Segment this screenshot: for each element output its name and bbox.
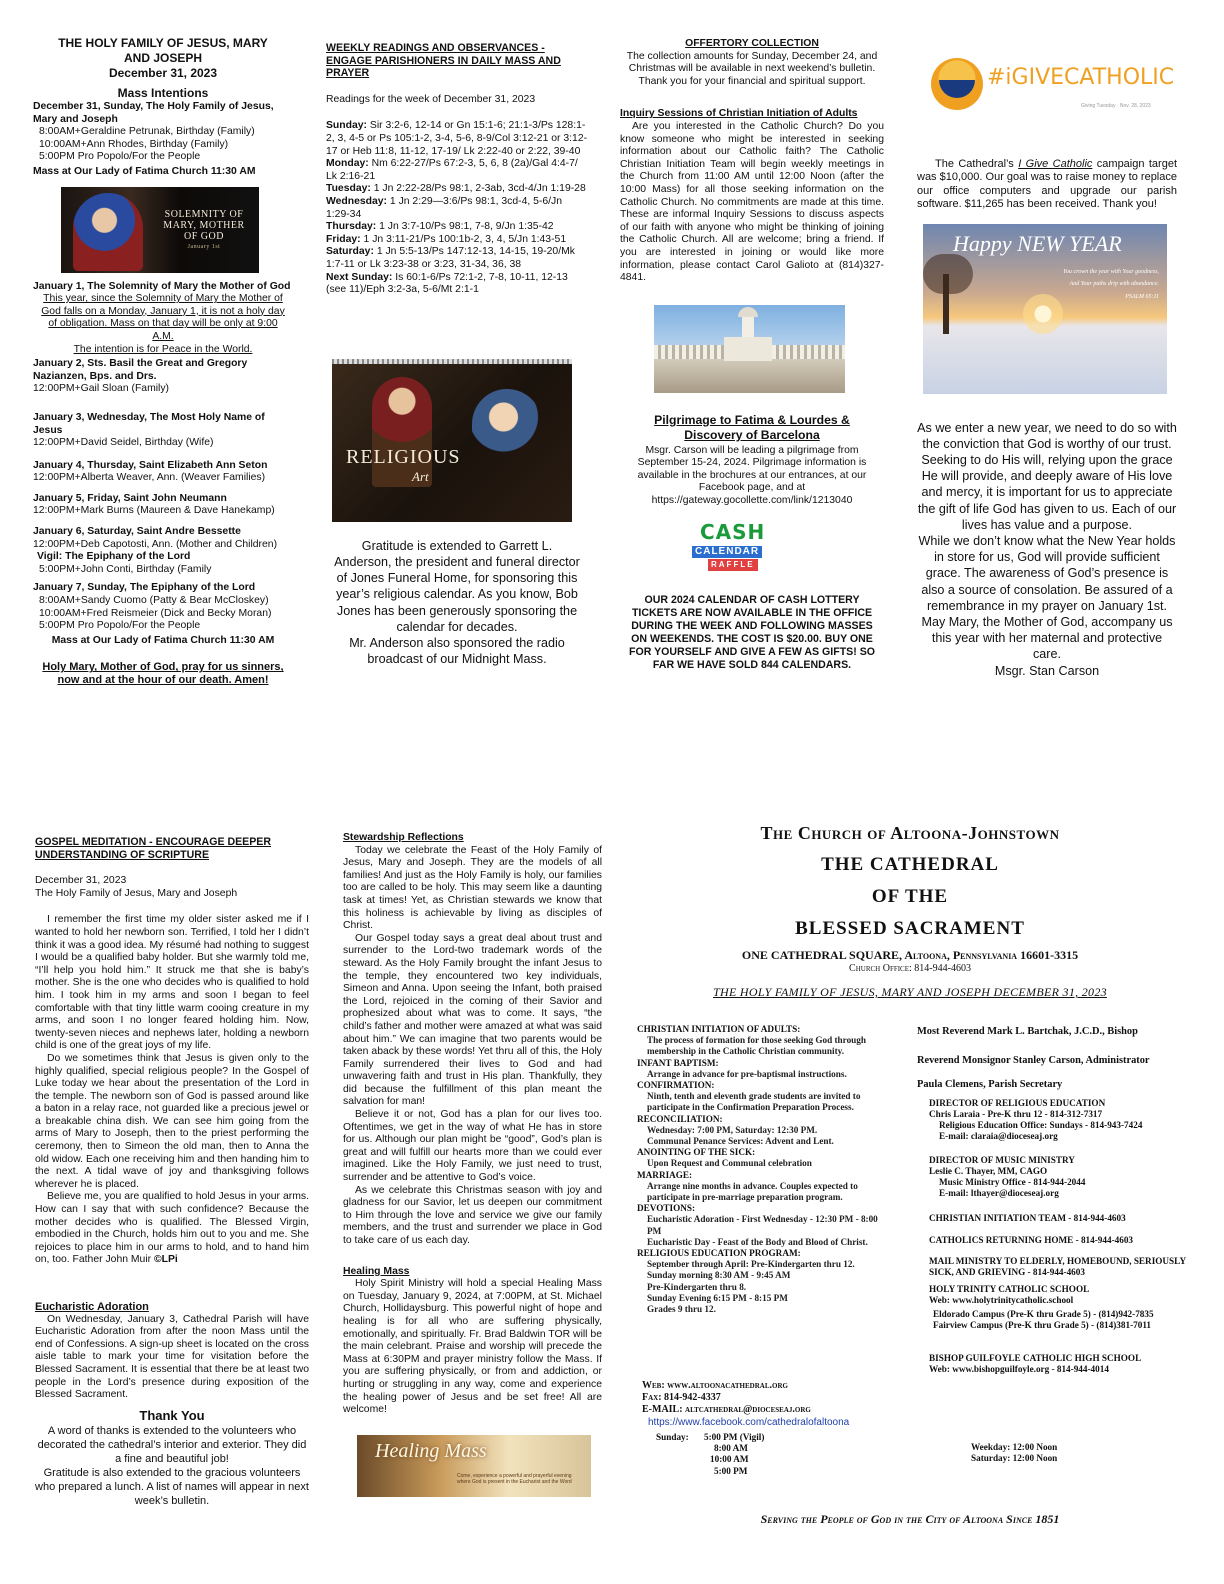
meditation-text: Believe me, you are qualified to hold Jesus in your arms. How can I say that with such confidence? Because the mother decides who is qualified. The Blessed Virgin, embodied in the Church, holds him out to you and me. She rejoices to place him in our arms to hold, and to hand him on, too. Father John Muir (35, 1191, 309, 1266)
radio-broadcast-text: Mr. Anderson also sponsored the radio broadcast of our Midnight Mass. (349, 635, 565, 667)
email-address: E-MAIL: altcathedral@dioceseaj.org (642, 1404, 811, 1415)
gospel-meditation-column (35, 836, 309, 1508)
music-line: Music Ministry Office - 814-944-2044 (939, 1177, 1086, 1187)
stewardship-paragraph: Our Gospel today says a great deal about trust and surrender to the Lord-two trademark words of the steward. As the Holy Family brought the infant Jesus to the temple, they encountered two key individuals, Simeon and Anna. Upon seeing the Infant, both praised the Lord, rejoiced in the coming of their Savior and prophesized about what was to come. It says, “the child’s father and mother were amazed at what was said about him.” We can imagine that two parents would be taken aback by these words! Yet thru all of this, the Holy Family surrendered their lives to God and had unwavering faith and trust in His plan. Thankfully, they did because the fulfillment of this plan meant the salvation for man! (343, 932, 602, 1108)
sunday-mass-times (656, 1432, 912, 1477)
fax-number: Fax: 814-942-4337 (642, 1392, 721, 1403)
htcs-campus: Eldorado Campus (Pre-K thru Grade 5) - (814)942-7835 (933, 1308, 1154, 1319)
gospel-meditation-heading: GOSPEL MEDITATION - ENCOURAGE DEEPER UNDERSTANDING OF SCRIPTURE (35, 836, 272, 861)
music-line: Leslie C. Thayer, MM, CAGO (929, 1165, 1048, 1176)
dre-line: Religious Education Office: Sundays - 814-943-7424 (939, 1120, 1143, 1131)
meditation-feast: The Holy Family of Jesus, Mary and Joseph (35, 887, 238, 899)
reading-citations: 1 Jn 5:5-13/Ps 147:12-13, 14-15, 19-20/Mk 1:7-11 or Lk 3:23-38 or 3:23, 31-34, 36, 38 (326, 246, 575, 270)
sacrament-heading: INFANT BAPTISM: (637, 1057, 719, 1068)
intention-item: 10:00AM+Fred Reismeier (Dick and Becky Moran) (39, 607, 272, 619)
sacrament-heading: CONFIRMATION: (637, 1080, 715, 1091)
cash-calendar-text: OUR 2024 CALENDAR OF CASH LOTTERY TICKETS ARE NOW AVAILABLE IN THE OFFICE DURING THE WEEK AND FOLLOWING MASSES ON WEEKENDS. THE COST IS $20.00. BUY ONE FOR YOURSELF AND GIVE A FEW AS GIFTS! SO FAR WE HAVE SOLD 844 CALENDARS. (628, 593, 876, 671)
secretary-name: Paula Clemens, Parish Secretary (917, 1079, 1063, 1091)
weekday-mass-times (971, 1442, 1171, 1464)
mail-ministry: MAIL MINISTRY TO ELDERLY, HOMEBOUND, SERIOUSLY SICK, AND GRIEVING - 814-944-4603 (929, 1255, 1186, 1278)
intention-item: 12:00PM+Mark Burns (Maureen & Dave Hanekamp) (33, 505, 275, 517)
offertory-column (620, 38, 884, 672)
cash-calendar-raffle-logo (692, 519, 812, 572)
stewardship-column (343, 832, 602, 1497)
cathedral-name-line: OF THE (871, 886, 949, 907)
intention-day-heading: January 5, Friday, Saint John Neumann (33, 492, 227, 504)
sacrament-heading: CHRISTIAN INITIATION OF ADULTS: (637, 1024, 801, 1034)
calendar-subtitle: Art (412, 468, 429, 484)
fatima-basilica-image (654, 305, 845, 393)
reading-day: Next Sunday: (326, 271, 393, 283)
sunday-mass-time: 10:00 AM (710, 1454, 749, 1465)
reading-entry (326, 120, 588, 158)
igive-catholic-logo (931, 52, 1175, 114)
intention-day-heading: January 4, Thursday, Saint Elizabeth Ann Seton (33, 459, 268, 471)
reading-entry (326, 158, 588, 183)
reading-citations: Sir 3:2-6, 12-14 or Gn 15:1-6; 21:1-3/Ps 128:1-2, 3, 4-5 or Ps 105:1-2, 3-4, 5-6, 8-9/Col 3:12-21 or 3:12-17 or Heb 11:8, 11-12, 17-19/ Lk 2:22-40 or 2:22, 39-40 (326, 120, 588, 157)
weekday-time: Weekday: 12:00 Noon (971, 1442, 1058, 1452)
image-caption-line: OF GOD (184, 230, 224, 242)
title-line: AND JOSEPH (123, 51, 203, 65)
offertory-text: The collection amounts for Sunday, December 24, and Christmas will be available in next weekend’s bulletin. (626, 50, 878, 75)
christian-initiation-team: CHRISTIAN INITIATION TEAM - 814-944-4603 (929, 1213, 1126, 1224)
sacrament-detail: Communal Penance Services: Advent and Lent. (647, 1136, 834, 1147)
bishop-name: Most Reverend Mark L. Bartchak, J.C.D., Bishop (917, 1026, 1138, 1037)
reading-day: Friday: (326, 233, 361, 245)
thank-you-heading: Thank You (139, 1407, 205, 1423)
intention-item: 12:00PM+David Seidel, Birthday (Wife) (33, 437, 214, 449)
offertory-heading: OFFERTORY COLLECTION (685, 38, 819, 49)
stewardship-paragraph: Today we celebrate the Feast of the Holy Family of Jesus, Mary and Joseph. They are the models of all families! And just as the Holy Family is holy, our families too are called to be holy. This may seem like a daunting task at times! Yet, as Christian stewards we know that this holiness is achievable by living as disciples of Christ. (343, 844, 602, 932)
madonna-figure (73, 193, 143, 271)
intention-item: 5:00PM Pro Popolo/For the People (39, 620, 201, 632)
sunday-mass-time: 5:00 PM (714, 1465, 748, 1476)
reading-citations: Nm 6:22-27/Ps 67:2-3, 5, 6, 8 (2a)/Gal 4:4-7/ Lk 2:16-21 (326, 158, 578, 182)
meditation-paragraph (35, 1191, 309, 1267)
dre-block (929, 1098, 1187, 1143)
intention-day-heading: January 3, Wednesday, The Most Holy Name of Jesus (33, 411, 265, 436)
igive-catholic-link: I Give Catholic (1018, 158, 1093, 170)
holy-day-note: This year, since the Solemnity of Mary the Mother of God falls on a Monday, January 1, it is not a holy day of obligation. Mass on that day will be only at 9:00 A.M. (41, 293, 285, 342)
contact-info (642, 1380, 912, 1477)
reading-citations: Is 60:1-6/Ps 72:1-2, 7-8, 10-11, 12-13 (see 11)/Eph 3:2-3a, 5-6/Mt 2:1-1 (326, 271, 568, 296)
mass-intentions-column (33, 36, 293, 687)
adoration-text: On Wednesday, January 3, Cathedral Parish will have Eucharistic Adoration from after the noon Mass until the end of Confessions. A sign-up sheet is located on the cross aisle table to mark your time for visitation before the Blessed Sacrament. It is essential that there be at least two people in the Lord’s presence during exposition of the Blessed Sacrament. (35, 1313, 309, 1401)
calendar-logo-word: CALENDAR (692, 546, 762, 559)
calendar-gratitude-text: Gratitude is extended to Garrett L. Anderson, the president and funeral director of Jones Funeral Home, for sponsoring this year’s religious calendar. As you know, Bob Jones has been generously sponsoring the calendar for decades. (334, 538, 580, 634)
reading-entry (326, 221, 588, 234)
masthead (620, 822, 1200, 1000)
reading-day: Wednesday: (326, 195, 388, 207)
stewardship-heading: Stewardship Reflections (343, 832, 464, 843)
intention-day-heading: December 31, Sunday, The Holy Family of Jesus, Mary and Joseph (33, 101, 274, 125)
sunday-label: Sunday: (656, 1432, 689, 1442)
facebook-link[interactable]: https://www.facebook.com/cathedralofaltoona (648, 1417, 850, 1428)
healing-mass-image-title: Healing Mass (375, 1439, 487, 1462)
reading-citations: 1 Jn 2:22-28/Ps 98:1, 2-3ab, 3cd-4/Jn 1:19-28 (370, 183, 586, 195)
igive-text-body: campaign target was $10,000. Our goal was to raise money to replace our office computers and upgrade our parish software. $11,265 has been received. Thank you! (917, 158, 1177, 211)
catholics-returning-home: CATHOLICS RETURNING HOME - 814-944-4603 (929, 1234, 1134, 1245)
stewardship-paragraph: Believe it or not, God has a plan for our lives too. Oftentimes, we get in the way of what He has in store for us. Although our plan might be “good”, God’s plan is great and will fulfill our hearts more than we could ever imagined. Like the Holy Family, we just need to trust, surrender and be attentive to God’s voice. (343, 1109, 602, 1184)
readings-column (326, 42, 588, 667)
fatima-mass-note: Mass at Our Lady of Fatima Church 11:30 AM (51, 634, 275, 646)
intention-item: 8:00AM+Geraldine Petrunak, Birthday (Family) (39, 126, 255, 138)
reading-day: Thursday: (326, 221, 377, 233)
intention-list (33, 126, 293, 164)
sunday-mass-time: 8:00 AM (714, 1443, 748, 1454)
sacrament-heading: RECONCILIATION: (637, 1113, 723, 1124)
intention-item: 10:00AM+Ann Rhodes, Birthday (Family) (39, 138, 229, 150)
sunday-times-list (704, 1432, 764, 1477)
psalm-reference: PSALM 65:11 (1125, 293, 1159, 300)
sacrament-detail: September through April: Pre-Kindergarten thru 12. (647, 1259, 855, 1270)
sacrament-detail: Wednesday: 7:00 PM, Saturday: 12:30 PM. (647, 1124, 818, 1135)
bg-web: Web: www.bishopguilfoyle.org - 814-944-4014 (929, 1364, 1109, 1375)
dre-line: E-mail: claraia@dioceseaj.org (939, 1131, 1058, 1142)
reading-day: Sunday: (326, 120, 367, 132)
sacraments-list (637, 1024, 889, 1315)
administrator-name: Reverend Monsignor Stanley Carson, Administrator (917, 1054, 1150, 1066)
sacrament-detail: Arrange in advance for pre-baptismal instructions. (647, 1068, 847, 1079)
reading-entry (326, 246, 588, 271)
igive-column (917, 52, 1177, 679)
image-caption-line: MARY, MOTHER (163, 219, 245, 231)
church-office-phone: Church Office: 814-944-4603 (849, 963, 971, 974)
cathedral-address: ONE CATHEDRAL SQUARE, Altoona, Pennsylvania 16601-3315 (741, 948, 1079, 962)
htcs-campus: Fairview Campus (Pre-K thru Grade 5) - (814)381-7011 (933, 1319, 1152, 1330)
holy-trinity-block (929, 1284, 1187, 1331)
title-line: December 31, 2023 (108, 66, 218, 80)
psalm-quote-line: You crown the year with Your goodness, (1063, 268, 1159, 275)
sacrament-detail: Ninth, tenth and eleventh grade students are invited to participate in the Confirmation Preparation Process. (647, 1091, 861, 1113)
music-line: E-mail: lthayer@dioceseaj.org (939, 1188, 1059, 1199)
religious-art-calendar-image (332, 359, 572, 522)
sacrament-detail: Upon Request and Communal celebration (647, 1158, 812, 1169)
intention-item: 8:00AM+Sandy Cuomo (Patty & Bear McCloskey) (39, 595, 269, 607)
psalm-quote-line: And Your paths drip with abundance. (1069, 281, 1159, 288)
igive-logo-text: #iGIVECATHOLIC (987, 65, 1175, 90)
intention-list (33, 595, 293, 633)
sacrament-heading: RELIGIOUS EDUCATION PROGRAM: (637, 1248, 801, 1259)
sacrament-detail: Eucharistic Day - Feast of the Body and Blood of Christ. (647, 1236, 868, 1247)
intention-item: 12:00PM+Deb Capotosti, Ann. (Mother and Children) (33, 538, 278, 550)
staff-directory (917, 1026, 1187, 1375)
stewardship-paragraph: As we celebrate this Christmas season with joy and gladness for our Savior, let us deepen our commitment to Him through the love and service we give our family members, and the trust and surrender we place in God to take care of us each day. (343, 1184, 602, 1246)
vigil-heading: Vigil: The Epiphany of the Lord (37, 551, 191, 563)
meditation-date: December 31, 2023 (35, 875, 127, 887)
new-year-message: As we enter a new year, we need to do so with the conviction that God is worthy of our trust. Seeking to do His will, relying upon the grace He will provide, and deeply aware of His love and mercy, it is important for us to appreciate the gift of life God has given to us. Each of our lives has value and a purpose. (917, 420, 1177, 532)
masthead-feast: THE HOLY FAMILY OF JESUS, MARY AND JOSEPH DECEMBER 31, 2023 (713, 985, 1107, 999)
pilgrimage-text: Msgr. Carson will be leading a pilgrimage from September 15-24, 2024. Pilgrimage information is available in the brochures at our entrances, at our Facebook page, and at (637, 444, 867, 494)
dre-line: Chris Laraia - Pre-K thru 12 - 814-312-7317 (929, 1108, 1103, 1119)
weekly-readings-heading: WEEKLY READINGS AND OBSERVANCES - ENGAGE PARISHIONERS IN DAILY MASS AND PRAYER (326, 42, 561, 80)
intention-item: 12:00PM+Gail Sloan (Family) (33, 383, 169, 395)
readings-intro: Readings for the week of December 31, 2023 (326, 93, 536, 105)
healing-mass-image (357, 1435, 591, 1497)
msgr-signature: Msgr. Stan Carson (994, 663, 1100, 678)
sacrament-detail: Sunday morning 8:30 AM - 9:45 AM (647, 1270, 791, 1281)
sacrament-detail: Arrange nine months in advance. Couples expected to participate in pre-marriage preparation program. (647, 1180, 858, 1203)
reading-entry (326, 196, 588, 221)
mass-intentions-heading: Mass Intentions (117, 86, 209, 100)
raffle-logo-word: RAFFLE (708, 559, 758, 572)
sacrament-heading: MARRIAGE: (637, 1169, 693, 1180)
reading-citations: 1 Jn 2:29—3:6/Ps 98:1, 3cd-4, 5-6/Jn 1:29-34 (326, 195, 563, 220)
intention-item: 12:00PM+Alberta Weaver, Ann. (Weaver Families) (33, 472, 266, 484)
reading-day: Monday: (326, 158, 369, 170)
lpi-credit: ©LPi (151, 1254, 178, 1266)
dre-heading: DIRECTOR OF RELIGIOUS EDUCATION (929, 1097, 1106, 1108)
sacrament-detail: Pre-Kindergarten thru 8. (647, 1281, 747, 1292)
website-text: Web: www.altoonacathedral.org (642, 1380, 788, 1391)
happy-new-year-image (923, 224, 1167, 394)
healing-mass-image-caption: Come, experience a powerful and prayerful evening where God is present in the Eucharist and the Word (457, 1472, 572, 1485)
pilgrimage-heading: Pilgrimage to Fatima & Lourdes & Discovery of Barcelona (654, 412, 850, 442)
reading-entry (326, 272, 588, 297)
igive-text-pre: The Cathedral’s (935, 158, 1019, 170)
title-line: THE HOLY FAMILY OF JESUS, MARY (58, 36, 268, 50)
htcs-web: Web: www.holytrinitycatholic.school (929, 1295, 1074, 1306)
sacrament-detail: The process of formation for those seeking God through membership in the Catholic Christian community. (647, 1035, 866, 1057)
igive-campaign-text (917, 158, 1177, 212)
solemnity-mary-image (61, 187, 259, 273)
cathedral-name-line: THE CATHEDRAL (821, 854, 999, 875)
reading-entry (326, 234, 588, 247)
pilgrimage-link[interactable]: https://gateway.gocollette.com/link/1213040 (651, 495, 853, 507)
sacrament-heading: DEVOTIONS: (637, 1203, 696, 1214)
inquiry-sessions-text: Are you interested in the Catholic Church? Do you know someone who might be interested in seeking information about our Catholic faith? The Catholic Christian Initiation Team will begin weekly meetings in the Church from 11:00 AM until 12:00 Noon (after the 10:00 Mass) for all those seeking information on the Catholic Church. No commitments are made at this time. These are informal Inquiry Sessions to discuss aspects of our faith with anyone who might be thinking of joining the Catholic Church. All are welcome; bring a friend. If you are interested in joining or would like more information, please contact Carol Galioto at (814)327-4841. (620, 120, 884, 284)
meditation-paragraph: I remember the first time my older sister asked me if I wanted to hold her newborn son. Terrified, I told her I didn’t think it was a good idea. My résumé had nothing to suggest I would be a qualified baby holder. But she warmly told me, “I’ll help you hold him.” It struck me that she is baby’s mother. She is the one who decides who is qualified to hold him. I took him in my arms and soon I began to feel comfortable with that tiny little warm cooing creature in my arms, and soon I no longer feared holding him. Now, twenty-seven nieces and nephews later, holding a newborn child is one of the great joys of my life. (35, 914, 309, 1052)
healing-mass-text: Holy Spirit Ministry will hold a special Healing Mass on Tuesday, January 9, 2024, at 7:00PM, at St. Michael Church, Hollidaysburg. This powerful night of hope and healing is for all who are suffering physically, emotionally, and spiritually. Fr. Brad Baldwin TOR will be the main celebrant. Praise and worship will precede the Mass at 6:30PM and prayer ministry follow the Mass. If you are suffering physically, or from and addiction, or hurting or struggling in any way, come and experience the healing power of Jesus and be set free! All are welcome! (343, 1278, 602, 1416)
intention-peace: The intention is for Peace in the World. (73, 343, 253, 355)
bg-heading: BISHOP GUILFOYLE CATHOLIC HIGH SCHOOL (929, 1353, 1142, 1364)
intention-day-heading: January 6, Saturday, Saint Andre Bessette (33, 526, 241, 538)
inquiry-sessions-heading: Inquiry Sessions of Christian Initiation of Adults (620, 108, 858, 120)
reading-entry (326, 183, 588, 196)
sacrament-detail: Eucharistic Adoration - First Wednesday - 12:30 PM - 8:00 PM (647, 1214, 878, 1236)
sunday-mass-time: 5:00 PM (Vigil) (704, 1432, 765, 1442)
intention-day-heading: January 2, Sts. Basil the Great and Gregory Nazianzen, Bps. and Drs. (33, 358, 248, 382)
bishop-guilfoyle-block (929, 1353, 1187, 1375)
saturday-time: Saturday: 12:00 Noon (971, 1453, 1058, 1464)
bulletin-feast-title (33, 36, 293, 81)
intention-day-heading: January 7, Sunday, The Epiphany of the Lord (33, 582, 256, 594)
healing-mass-heading: Healing Mass (343, 1265, 410, 1277)
image-caption-line: SOLEMNITY OF (164, 208, 244, 220)
thank-you-text-2: Gratitude is also extended to the gracious volunteers who prepared a lunch. A list of names will appear in next week’s bulletin. (35, 1466, 309, 1507)
reading-day: Saturday: (326, 246, 374, 258)
diocese-name: The Church of Altoona-Johnstown (760, 823, 1060, 843)
fatima-mass-note: Mass at Our Lady of Fatima Church 11:30 AM (33, 165, 256, 177)
reading-citations: 1 Jn 3:7-10/Ps 98:1, 7-8, 9/Jn 1:35-42 (376, 221, 554, 233)
reading-citations: 1 Jn 3:11-21/Ps 100:1b-2, 3, 4, 5/Jn 1:43-51 (360, 233, 567, 245)
new-year-message-2: While we don’t know what the New Year holds in store for us, God will provide sufficient grace. The awareness of God’s presence is also a source of consolation. Be assured of a remembrance in my prayer on January 1st. May Mary, the Mother of God, accompany us this year with her maternal and protective care. (918, 534, 1176, 662)
hail-mary-prayer: Holy Mary, Mother of God, pray for us sinners, now and at the hour of our death. Amen! (42, 661, 284, 687)
masthead-footer: Serving the People of God in the City of Altoona Since 1851 (760, 1512, 1060, 1526)
intention-item: 5:00PM+John Conti, Birthday (Family (39, 563, 212, 575)
adoration-heading: Eucharistic Adoration (35, 1301, 149, 1313)
offertory-thanks: Thank you for your financial and spiritual support. (638, 75, 866, 87)
readings-list (326, 120, 588, 296)
intention-item: 5:00PM Pro Popolo/For the People (39, 151, 201, 163)
cathedral-name-line: BLESSED SACRAMENT (795, 918, 1025, 939)
new-year-title: Happy NEW YEAR (953, 230, 1122, 256)
intention-day-heading: January 1, The Solemnity of Mary the Mother of God (33, 280, 291, 292)
htcs-heading: HOLY TRINITY CATHOLIC SCHOOL (929, 1284, 1090, 1295)
calendar-title: RELIGIOUS (346, 445, 461, 468)
reading-day: Tuesday: (326, 183, 371, 195)
cash-logo-word: CASH (700, 519, 766, 544)
sacrament-detail: Grades 9 thru 12. (647, 1304, 716, 1315)
music-heading: DIRECTOR OF MUSIC MINISTRY (929, 1154, 1075, 1165)
sacrament-detail: Sunday Evening 6:15 PM - 8:15 PM (647, 1292, 788, 1303)
image-caption-small: January 1st (187, 243, 221, 250)
sacrament-heading: ANOINTING OF THE SICK: (637, 1147, 756, 1158)
music-block (929, 1155, 1187, 1200)
igive-date: Giving Tuesday · Nov. 28, 2023 (1081, 103, 1151, 109)
meditation-paragraph: Do we sometimes think that Jesus is given only to the highly qualified, special religious people? In the Gospel of Luke today we hear about the presentation of the Lord in the temple. The newborn son of God is passed around like a baton in a relay race, not guarded like a precious jewel or a breakable china dish. We can see him going from the arms of Mary to Joseph, then to the priest performing the ceremony, then to Simeon the old man, then to Anna the old widow. Each one receiving him and then handing him to the next. A tidal wave of joy and thanksgiving follows wherever he is placed. (35, 1052, 309, 1190)
thank-you-text: A word of thanks is extended to the volunteers who decorated the cathedral’s interior and exterior. They did a fine and beautiful job! (37, 1424, 307, 1465)
